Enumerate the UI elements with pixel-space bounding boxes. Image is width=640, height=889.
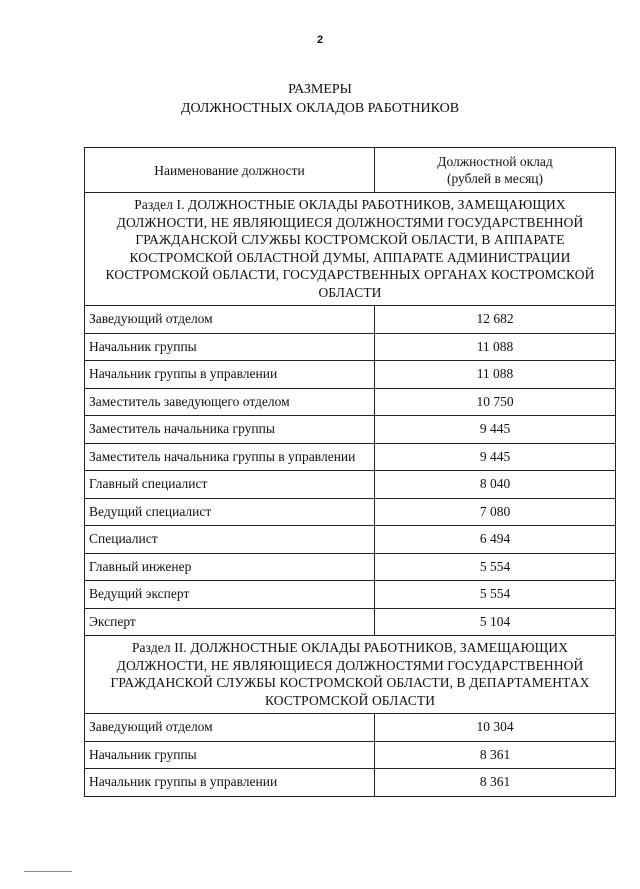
section-title-row <box>85 193 616 306</box>
salary-value: 5 554 <box>375 553 616 581</box>
section-title: Раздел II. ДОЛЖНОСТНЫЕ ОКЛАДЫ РАБОТНИКОВ, ЗАМЕЩАЮЩИХ ДОЛЖНОСТИ, НЕ ЯВЛЯЮЩИЕСЯ ДОЛЖНОСТЯМИ ГОСУДАРСТВЕННОЙ ГРАЖДАНСКОЙ СЛУЖБЫ КОСТРОМСКОЙ ОБЛАСТИ, В ДЕПАРТАМЕНТАХ КОСТРОМСКОЙ ОБЛАСТИ <box>85 636 616 714</box>
position-name: Заместитель начальника группы в управлении <box>85 443 375 471</box>
table-row <box>85 306 616 334</box>
table-row <box>85 741 616 769</box>
header-salary-line-1: Должностной оклад <box>437 154 553 169</box>
table-row <box>85 388 616 416</box>
position-name: Начальник группы <box>85 741 375 769</box>
salary-value: 10 304 <box>375 714 616 742</box>
table-row <box>85 553 616 581</box>
position-name: Ведущий специалист <box>85 498 375 526</box>
table-row <box>85 581 616 609</box>
salary-value: 11 088 <box>375 333 616 361</box>
header-salary <box>375 148 616 193</box>
salary-value: 6 494 <box>375 526 616 554</box>
table-row <box>85 333 616 361</box>
salary-value: 7 080 <box>375 498 616 526</box>
position-name: Начальник группы в управлении <box>85 769 375 797</box>
position-name: Заведующий отделом <box>85 306 375 334</box>
table-header-row <box>85 148 616 193</box>
footer-divider <box>24 871 72 872</box>
position-name: Начальник группы в управлении <box>85 361 375 389</box>
position-name: Ведущий эксперт <box>85 581 375 609</box>
table-row <box>85 471 616 499</box>
table-row <box>85 714 616 742</box>
table-row <box>85 769 616 797</box>
table-row <box>85 608 616 636</box>
salary-value: 8 040 <box>375 471 616 499</box>
position-name: Главный инженер <box>85 553 375 581</box>
page-number: 2 <box>316 34 324 46</box>
position-name: Заместитель заведующего отделом <box>85 388 375 416</box>
position-name: Специалист <box>85 526 375 554</box>
section-title: Раздел I. ДОЛЖНОСТНЫЕ ОКЛАДЫ РАБОТНИКОВ, ЗАМЕЩАЮЩИХ ДОЛЖНОСТИ, НЕ ЯВЛЯЮЩИЕСЯ ДОЛЖНОСТЯМИ ГОСУДАРСТВЕННОЙ ГРАЖДАНСКОЙ СЛУЖБЫ КОСТРОМСКОЙ ОБЛАСТИ, В АППАРАТЕ КОСТРОМСКОЙ ОБЛАСТНОЙ ДУМЫ, АППАРАТЕ АДМИНИСТРАЦИИ КОСТРОМСКОЙ ОБЛАСТИ, ГОСУДАРСТВЕННЫХ ОРГАНАХ КОСТРОМСКОЙ ОБЛАСТИ <box>85 193 616 306</box>
position-name: Главный специалист <box>85 471 375 499</box>
salary-value: 8 361 <box>375 741 616 769</box>
salary-value: 5 554 <box>375 581 616 609</box>
table-row <box>85 498 616 526</box>
table-row <box>85 416 616 444</box>
salary-value: 10 750 <box>375 388 616 416</box>
section-title-row <box>85 636 616 714</box>
table-row <box>85 526 616 554</box>
position-name: Эксперт <box>85 608 375 636</box>
salary-value: 9 445 <box>375 443 616 471</box>
header-salary-line-2: (рублей в месяц) <box>446 171 544 186</box>
header-position: Наименование должности <box>85 148 375 193</box>
salary-value: 12 682 <box>375 306 616 334</box>
salary-value: 8 361 <box>375 769 616 797</box>
position-name: Заведующий отделом <box>85 714 375 742</box>
position-name: Заместитель начальника группы <box>85 416 375 444</box>
salary-value: 9 445 <box>375 416 616 444</box>
salary-table <box>84 147 616 797</box>
document-title <box>0 80 640 118</box>
position-name: Начальник группы <box>85 333 375 361</box>
salary-value: 5 104 <box>375 608 616 636</box>
salary-value: 11 088 <box>375 361 616 389</box>
title-line-2: ДОЛЖНОСТНЫХ ОКЛАДОВ РАБОТНИКОВ <box>180 101 460 116</box>
table-row <box>85 361 616 389</box>
title-line-1: РАЗМЕРЫ <box>288 82 352 97</box>
table-row <box>85 443 616 471</box>
